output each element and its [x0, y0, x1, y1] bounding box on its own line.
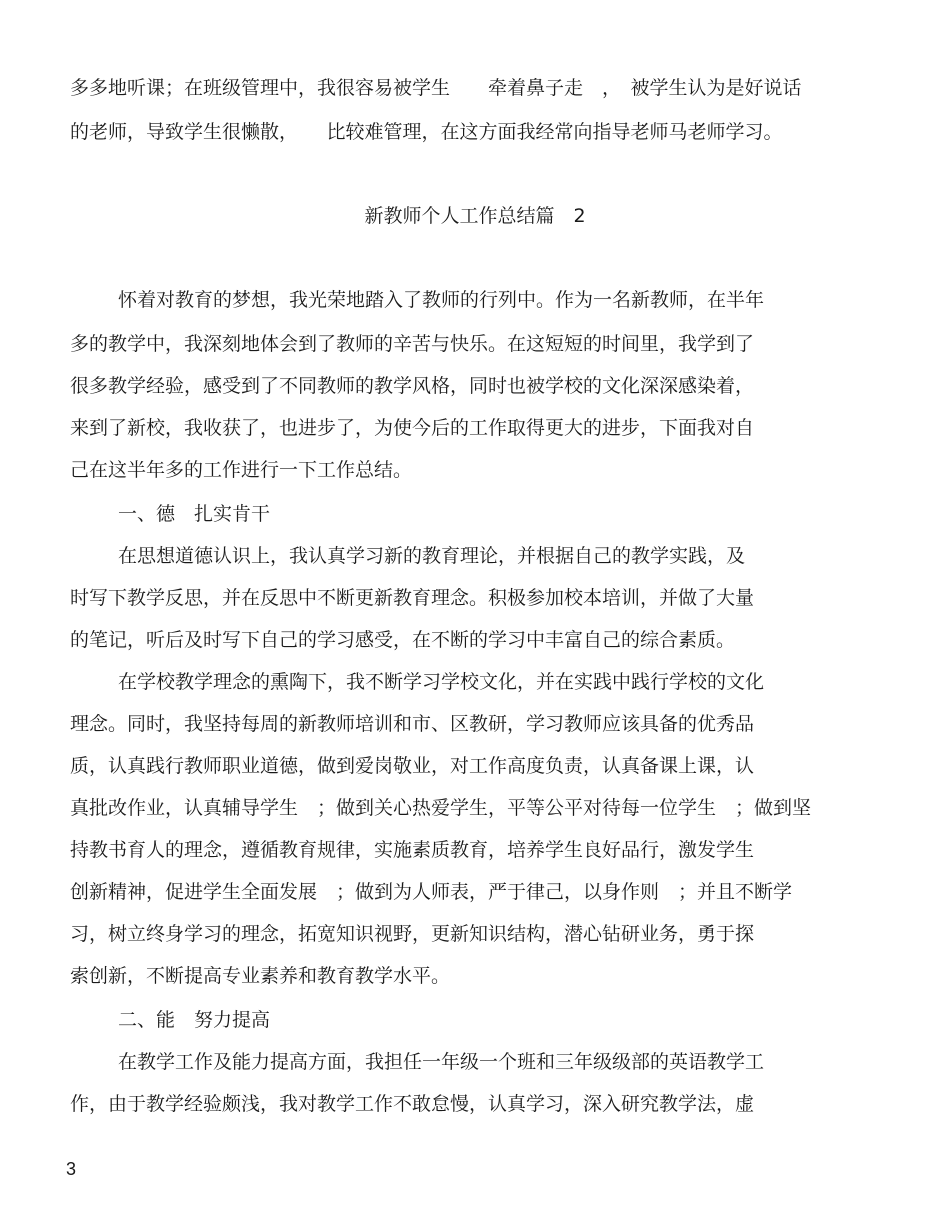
paragraph-line: 多的教学中，我深刻地体会到了教师的辛苦与快乐。在这短短的时间里，我学到了: [70, 333, 755, 355]
paragraph-line: 来到了新校，我收获了，也进步了，为使今后的工作取得更大的进步，下面我对自: [70, 417, 755, 439]
paragraph-line: 理念。同时，我坚持每周的新教师培训和市、区教研，学习教师应该具备的优秀品: [70, 713, 755, 735]
subheading: 二、能 努力提高: [118, 1009, 271, 1031]
paragraph-line: 质，认真践行教师职业道德，做到爱岗敬业，对工作高度负责，认真备课上课，认: [70, 755, 755, 777]
paragraph-line: 怀着对教育的梦想，我光荣地踏入了教师的行列中。作为一名新教师，在半年: [118, 289, 765, 311]
paragraph-line: 在思想道德认识上，我认真学习新的教育理论，并根据自己的教学实践，及: [118, 545, 746, 567]
paragraph-line: 多多地听课；在班级管理中，我很容易被学生 牵着鼻子走 ， 被学生认为是好说话: [70, 77, 802, 99]
subheading: 一、德 扎实肯干: [118, 503, 271, 525]
paragraph-line: 创新精神，促进学生全面发展 ；做到为人师表，严于律己，以身作则 ；并且不断学: [70, 881, 793, 903]
paragraph-line: 在学校教学理念的熏陶下，我不断学习学校文化，并在实践中践行学校的文化: [118, 671, 765, 693]
paragraph-line: 习，树立终身学习的理念，拓宽知识视野，更新知识结构，潜心钻研业务，勇于探: [70, 923, 755, 945]
section-title: 新教师个人工作总结篇 2: [364, 205, 586, 227]
paragraph-line: 索创新，不断提高专业素养和教育教学水平。: [70, 965, 451, 987]
paragraph-line: 己在这半年多的工作进行一下工作总结。: [70, 459, 413, 481]
page-number: 3: [66, 1159, 77, 1179]
paragraph-line: 在教学工作及能力提高方面，我担任一年级一个班和三年级级部的英语教学工: [118, 1051, 765, 1073]
paragraph-line: 真批改作业，认真辅导学生 ；做到关心热爱学生，平等公平对待每一位学生 ；做到坚: [70, 797, 812, 819]
paragraph-line: 的笔记，听后及时写下自己的学习感受，在不断的学习中丰富自己的综合素质。: [70, 629, 736, 651]
paragraph-line: 作，由于教学经验颇浅，我对教学工作不敢怠慢，认真学习，深入研究教学法，虚: [70, 1093, 755, 1115]
paragraph-line: 很多教学经验，感受到了不同教师的教学风格，同时也被学校的文化深深感染着，: [70, 375, 755, 397]
paragraph-line: 持教书育人的理念，遵循教育规律，实施素质教育，培养学生良好品行，激发学生: [70, 839, 755, 861]
paragraph-line: 时写下教学反思，并在反思中不断更新教育理念。积极参加校本培训，并做了大量: [70, 587, 755, 609]
paragraph-line: 的老师，导致学生很懒散， 比较难管理，在这方面我经常向指导老师马老师学习。: [70, 121, 783, 143]
